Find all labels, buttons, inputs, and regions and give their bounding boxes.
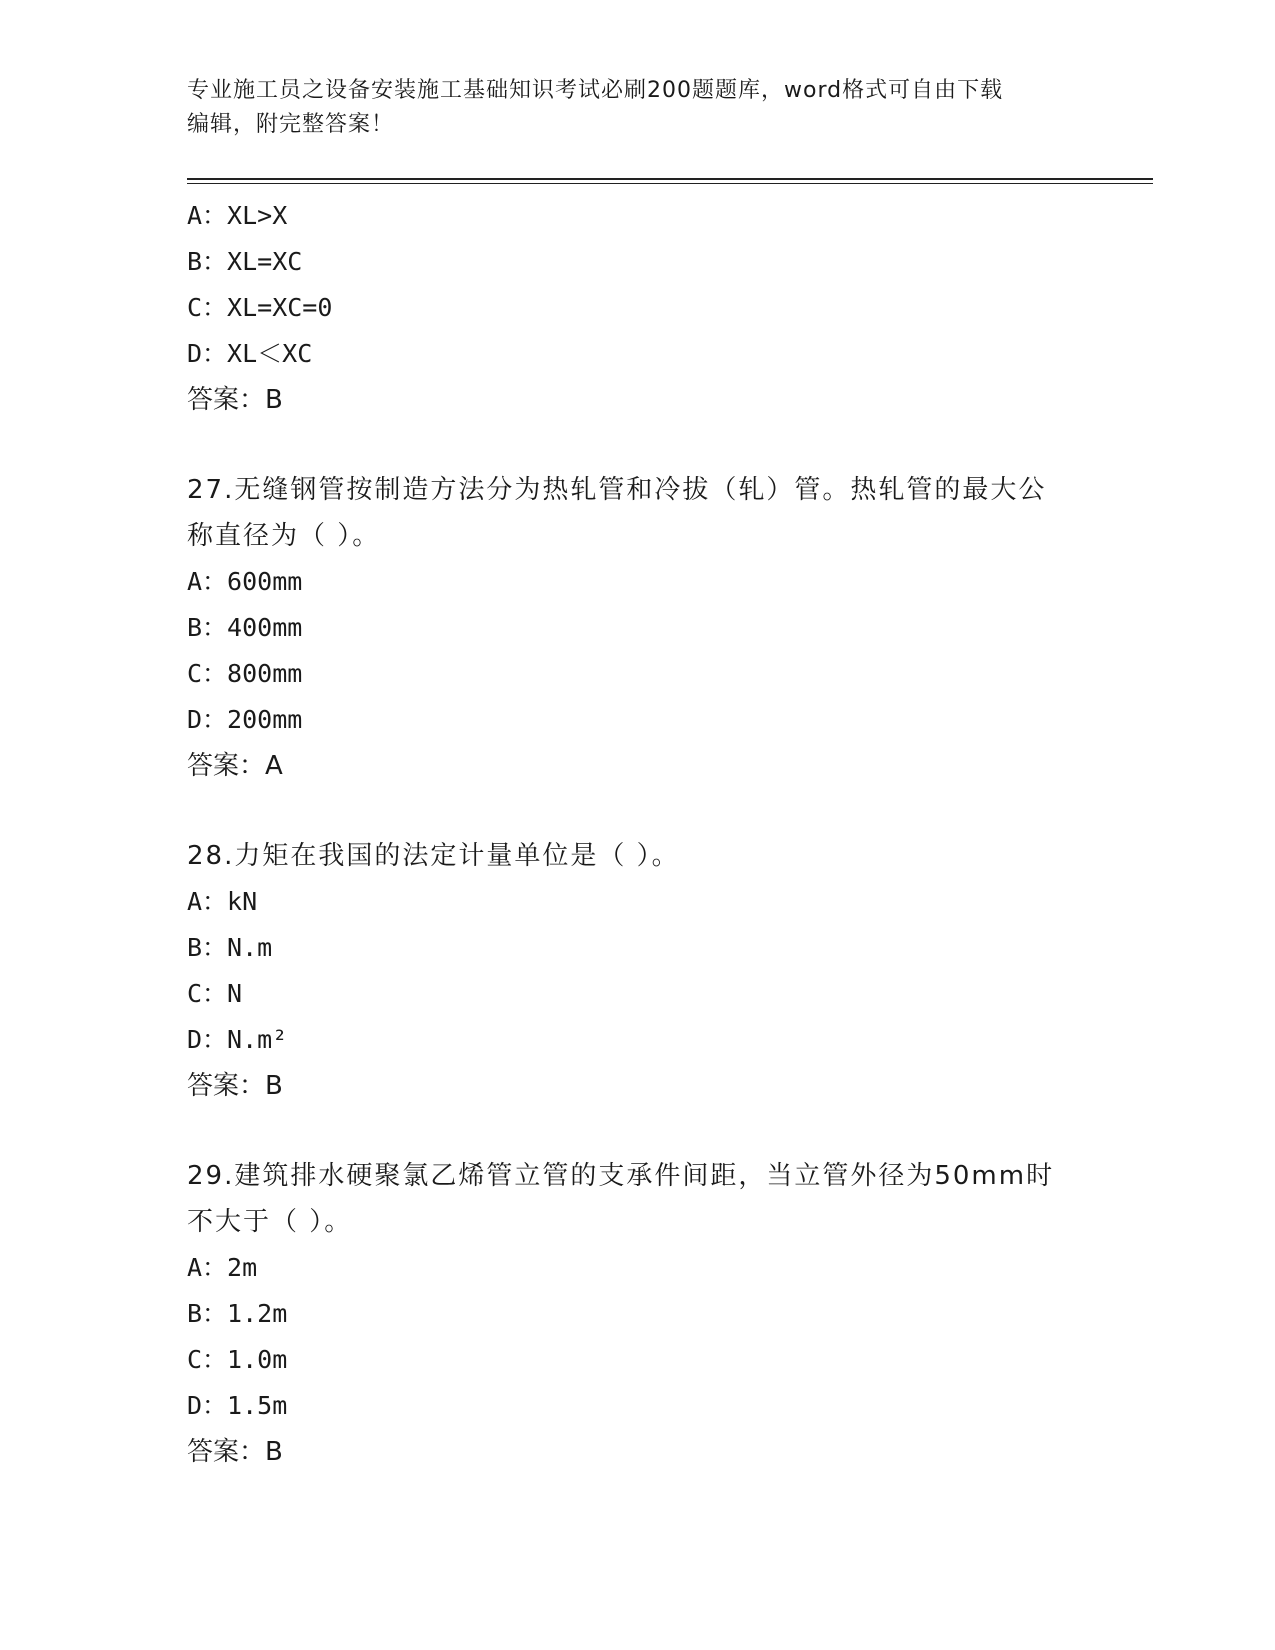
- question-list: [187, 193, 1087, 1475]
- header-divider-thick: [187, 178, 1153, 180]
- question-line-1: 27.无缝钢管按制造方法分为热轧管和冷拔（轧）管。热轧管的最大公: [187, 475, 1047, 505]
- header-divider-thin: [187, 183, 1153, 184]
- question-text: [187, 833, 1087, 879]
- option-d: D：XL＜XC: [187, 339, 313, 368]
- header-title-line-1: 专业施工员之设备安装施工基础知识考试必刷200题题库，word格式可自由下载: [187, 78, 1004, 103]
- question-line-1: 29.建筑排水硬聚氯乙烯管立管的支承件间距，当立管外径为50mm时: [187, 1161, 1055, 1191]
- question-line-1: 28.力矩在我国的法定计量单位是（ ）。: [187, 841, 680, 871]
- option-b: B：N.m: [187, 933, 273, 962]
- answer: 答案：B: [187, 385, 283, 415]
- option-a: A：2m: [187, 1253, 258, 1282]
- answer: 答案：B: [187, 1437, 283, 1467]
- option-a: A：600mm: [187, 567, 303, 596]
- option-d: D：N.m²: [187, 1025, 288, 1054]
- option-d: D：200mm: [187, 705, 303, 734]
- question-28: [187, 833, 1087, 1109]
- option-a: A：kN: [187, 887, 258, 916]
- option-b: B：400mm: [187, 613, 303, 642]
- option-b: B：XL=XC: [187, 247, 303, 276]
- option-c: C：1.0m: [187, 1345, 288, 1374]
- option-d: D：1.5m: [187, 1391, 288, 1420]
- option-a: A：XL>X: [187, 201, 288, 230]
- option-c: C：N: [187, 979, 243, 1008]
- question-text: [187, 467, 1087, 559]
- question-26-options: [187, 193, 1087, 423]
- header-title-line-2: 编辑，附完整答案！: [187, 112, 395, 137]
- question-line-2: 称直径为（ ）。: [187, 521, 381, 551]
- document-header: [187, 74, 1067, 142]
- option-b: B：1.2m: [187, 1299, 288, 1328]
- answer: 答案：B: [187, 1071, 283, 1101]
- question-line-2: 不大于（ ）。: [187, 1207, 353, 1237]
- question-29: [187, 1153, 1087, 1475]
- question-text: [187, 1153, 1087, 1245]
- question-27: [187, 467, 1087, 789]
- answer: 答案：A: [187, 751, 283, 781]
- option-c: C：800mm: [187, 659, 303, 688]
- option-c: C：XL=XC=0: [187, 293, 333, 322]
